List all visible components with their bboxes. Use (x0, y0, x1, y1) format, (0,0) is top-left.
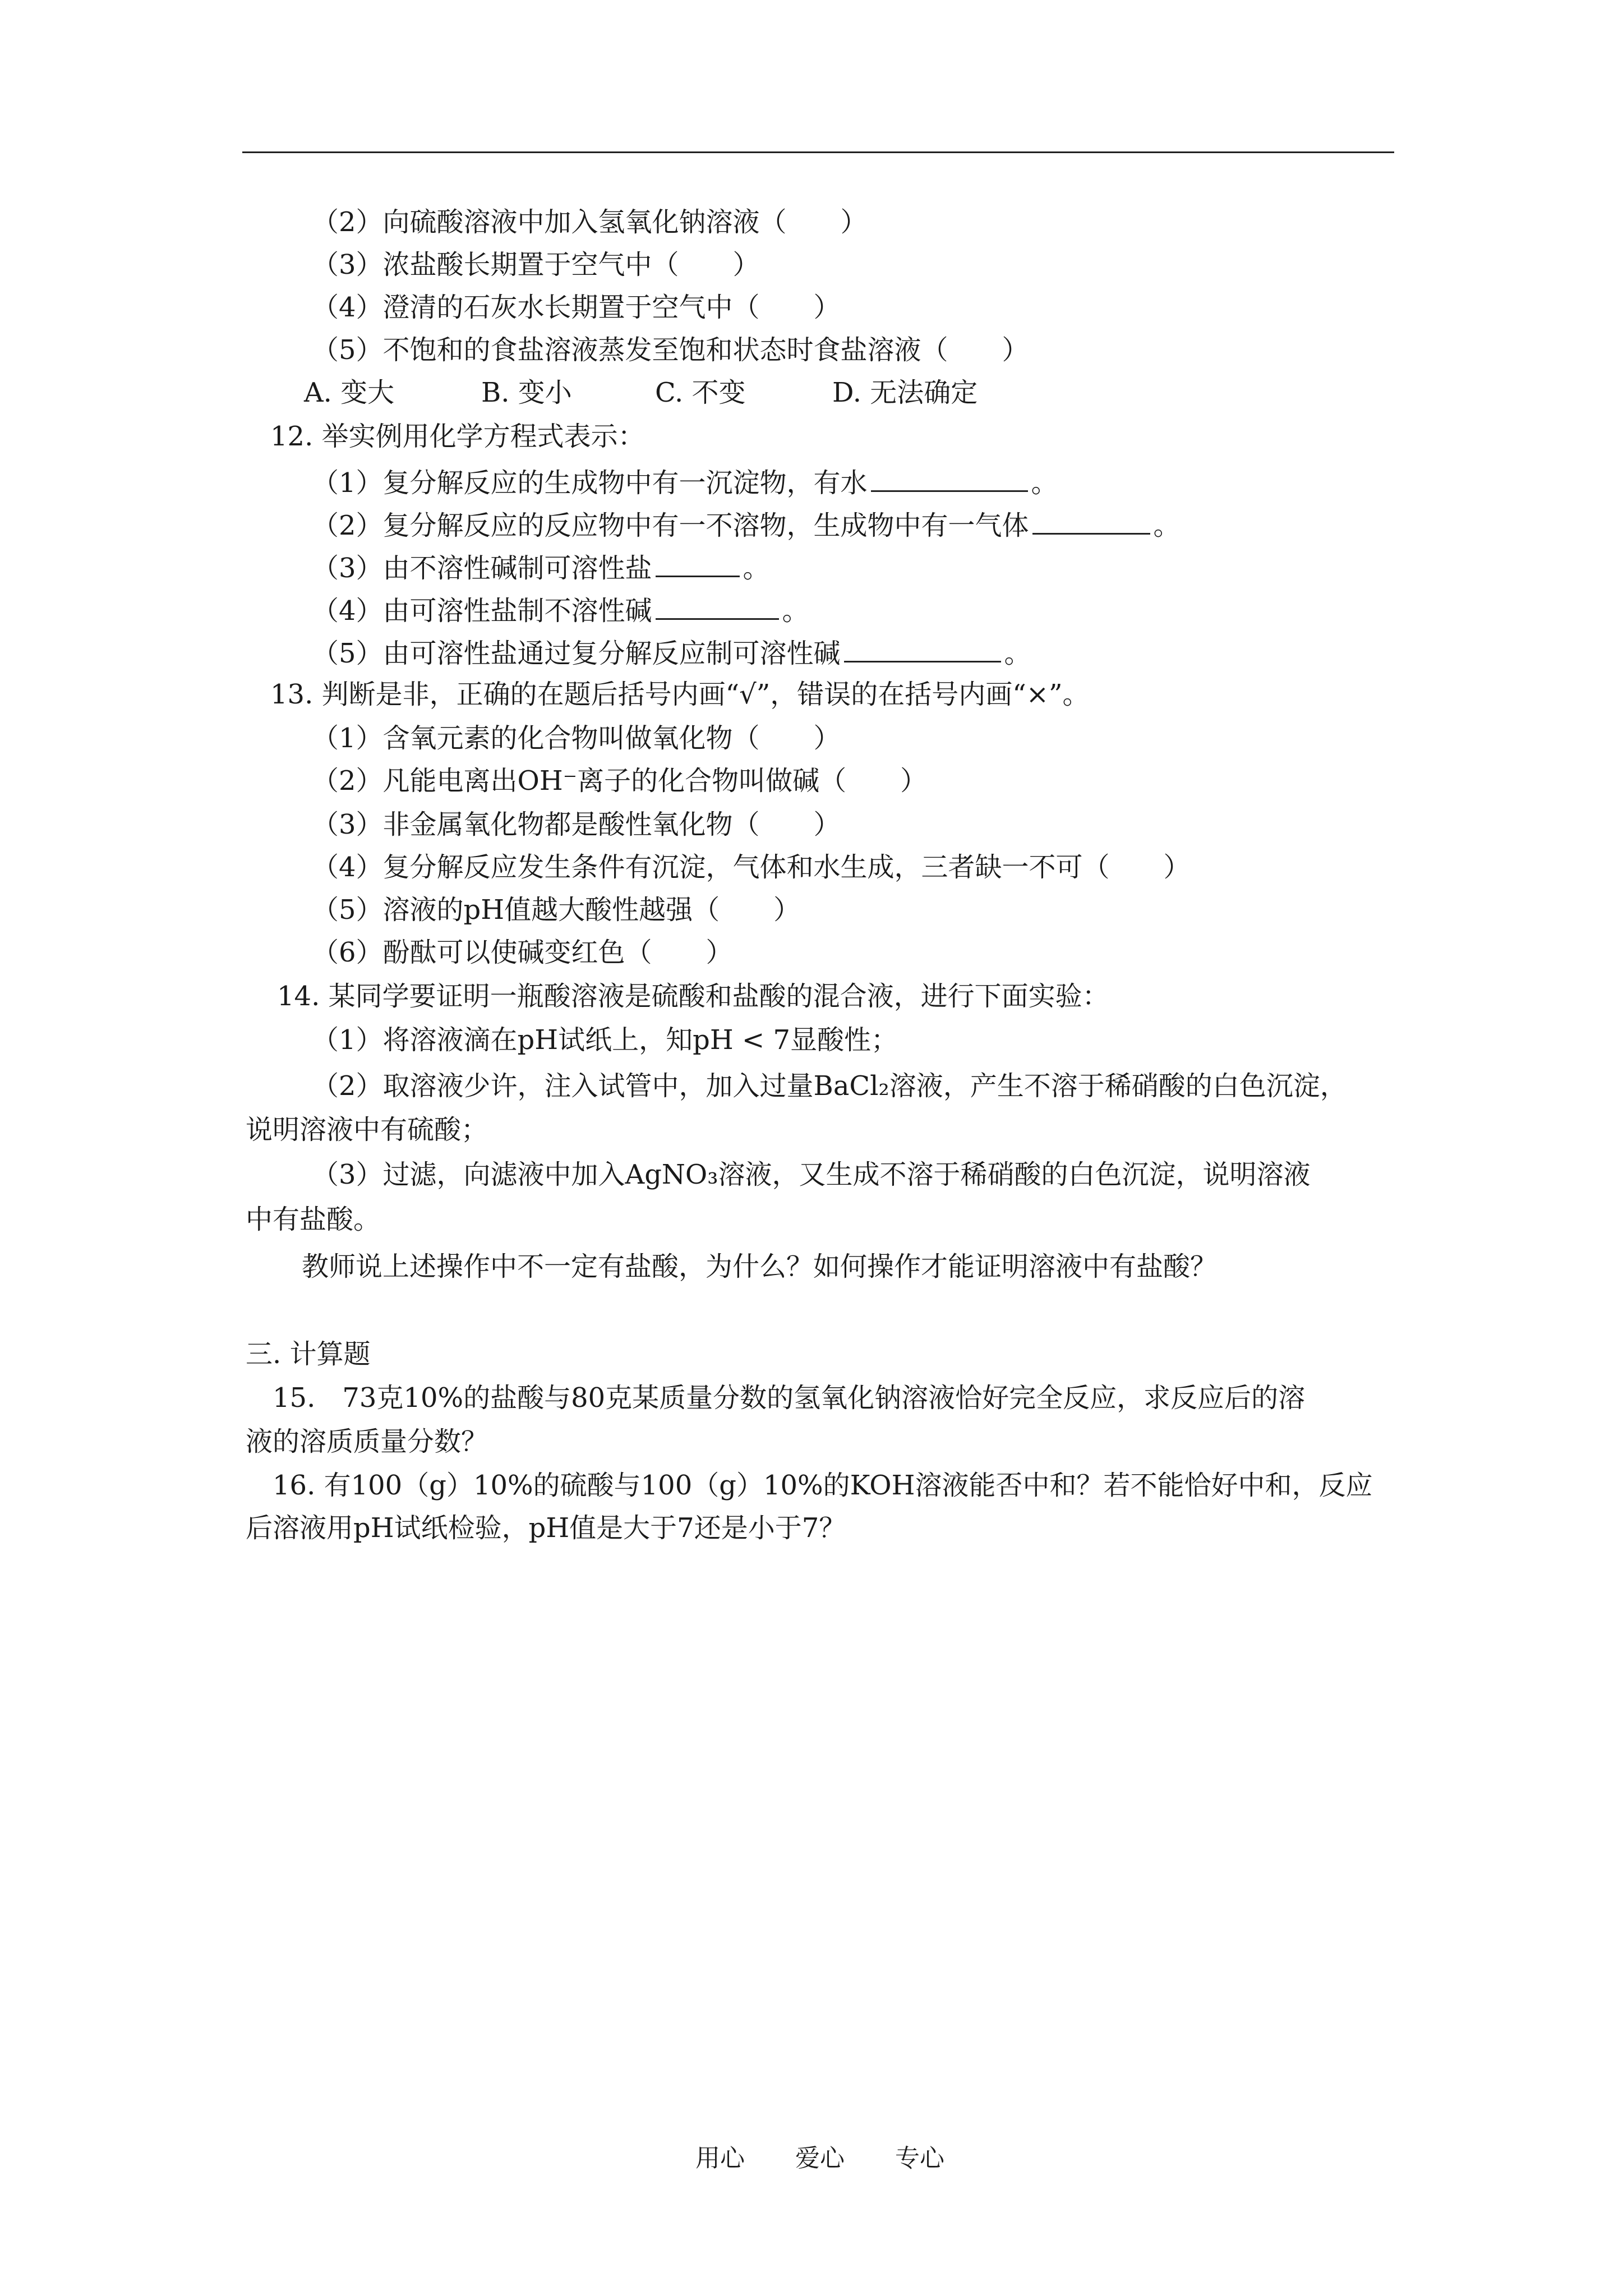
q14-step-2: （2）取溶液少许，注入试管中，加入过量BaCl₂溶液，产生不溶于稀硝酸的白色沉淀， (312, 1070, 1347, 1102)
q13-item-3: （3）非金属氧化物都是酸性氧化物（ ） (312, 809, 841, 840)
q12-item-4-end: 。 (782, 595, 809, 627)
q11-item-5: （5）不饱和的食盐溶液蒸发至饱和状态时食盐溶液（ ） (312, 334, 1029, 366)
q11-item-2: （2）向硫酸溶液中加入氢氧化钠溶液（ ） (312, 206, 868, 238)
q11-option-b: B. 变小 (481, 377, 572, 408)
q12-item-2-end: 。 (1153, 510, 1181, 541)
q12-item-1-text: （1）复分解反应的生成物中有一沉淀物，有水 (312, 467, 868, 499)
q14-step-1: （1）将溶液滴在pH试纸上，知pH < 7显酸性； (312, 1024, 898, 1056)
q13-item-1: （1）含氧元素的化合物叫做氧化物（ ） (312, 723, 841, 754)
q12-item-2-text: （2）复分解反应的反应物中有一不溶物，生成物中有一气体 (312, 510, 1029, 541)
q11-option-a: A. 变大 (304, 377, 395, 408)
q12-item-1-end: 。 (1031, 467, 1058, 499)
q14-step-3: （3）过滤，向滤液中加入AgNO₃溶液，又生成不溶于稀硝酸的白色沉淀，说明溶液 (312, 1159, 1311, 1190)
q15-text-cont: 液的溶质质量分数？ (246, 1426, 488, 1457)
q13-item-5: （5）溶液的pH值越大酸性越强（ ） (312, 894, 801, 926)
header-rule (242, 151, 1394, 153)
q16-text: 16. 有100（g）10%的硫酸与100（g）10%的KOH溶液能否中和？若不能恰好中和，反应 (273, 1470, 1373, 1501)
q12-item-2 (312, 506, 1181, 542)
q13-item-4: （4）复分解反应发生条件有沉淀，气体和水生成，三者缺一不可（ ） (312, 852, 1191, 883)
answer-blank[interactable] (871, 463, 1028, 492)
q11-option-d: D. 无法确定 (832, 377, 978, 408)
q12-item-5-end: 。 (1004, 638, 1031, 669)
answer-blank[interactable] (1032, 506, 1150, 535)
footer-text-2: 爱心 (795, 2144, 845, 2173)
footer-text-3: 专心 (895, 2144, 944, 2173)
q13-item-2: （2）凡能电离出OH⁻离子的化合物叫做碱（ ） (312, 765, 928, 797)
q15-text: 15. 73克10%的盐酸与80克某质量分数的氢氧化钠溶液恰好完全反应，求反应后的溶 (273, 1382, 1306, 1414)
q12-item-3-end: 。 (743, 553, 770, 584)
q12-item-5-text: （5）由可溶性盐通过复分解反应制可溶性碱 (312, 638, 841, 669)
q11-option-c: C. 不变 (655, 377, 746, 408)
q14-step-2-cont: 说明溶液中有硫酸； (246, 1114, 488, 1145)
section-heading: 三. 计算题 (246, 1338, 371, 1370)
q12-item-4 (312, 591, 809, 628)
q14-question: 教师说上述操作中不一定有盐酸，为什么？如何操作才能证明溶液中有盐酸？ (302, 1251, 1218, 1282)
q14-step-3-cont: 中有盐酸。 (246, 1204, 381, 1235)
q12-item-3 (312, 549, 770, 585)
answer-blank[interactable] (656, 549, 740, 577)
q14-title: 14. 某同学要证明一瓶酸溶液是硫酸和盐酸的混合液，进行下面实验： (277, 981, 1109, 1012)
q13-item-6: （6）酚酞可以使碱变红色（ ） (312, 937, 733, 968)
q12-item-4-text: （4）由可溶性盐制不溶性碱 (312, 595, 652, 627)
q12-item-3-text: （3）由不溶性碱制可溶性盐 (312, 553, 652, 584)
q11-item-3: （3）浓盐酸长期置于空气中（ ） (312, 249, 760, 280)
answer-blank[interactable] (844, 634, 1001, 662)
footer-text-1: 用心 (695, 2144, 745, 2173)
q12-title: 12. 举实例用化学方程式表示： (270, 421, 645, 452)
q12-item-5 (312, 634, 1031, 670)
q13-title: 13. 判断是非，正确的在题后括号内画“√”，错误的在括号内画“×”。 (270, 679, 1090, 710)
answer-blank[interactable] (656, 591, 779, 620)
q16-text-cont: 后溶液用pH试纸检验，pH值是大于7还是小于7？ (246, 1512, 846, 1544)
q12-item-1 (312, 463, 1058, 500)
q11-item-4: （4）澄清的石灰水长期置于空气中（ ） (312, 292, 841, 323)
